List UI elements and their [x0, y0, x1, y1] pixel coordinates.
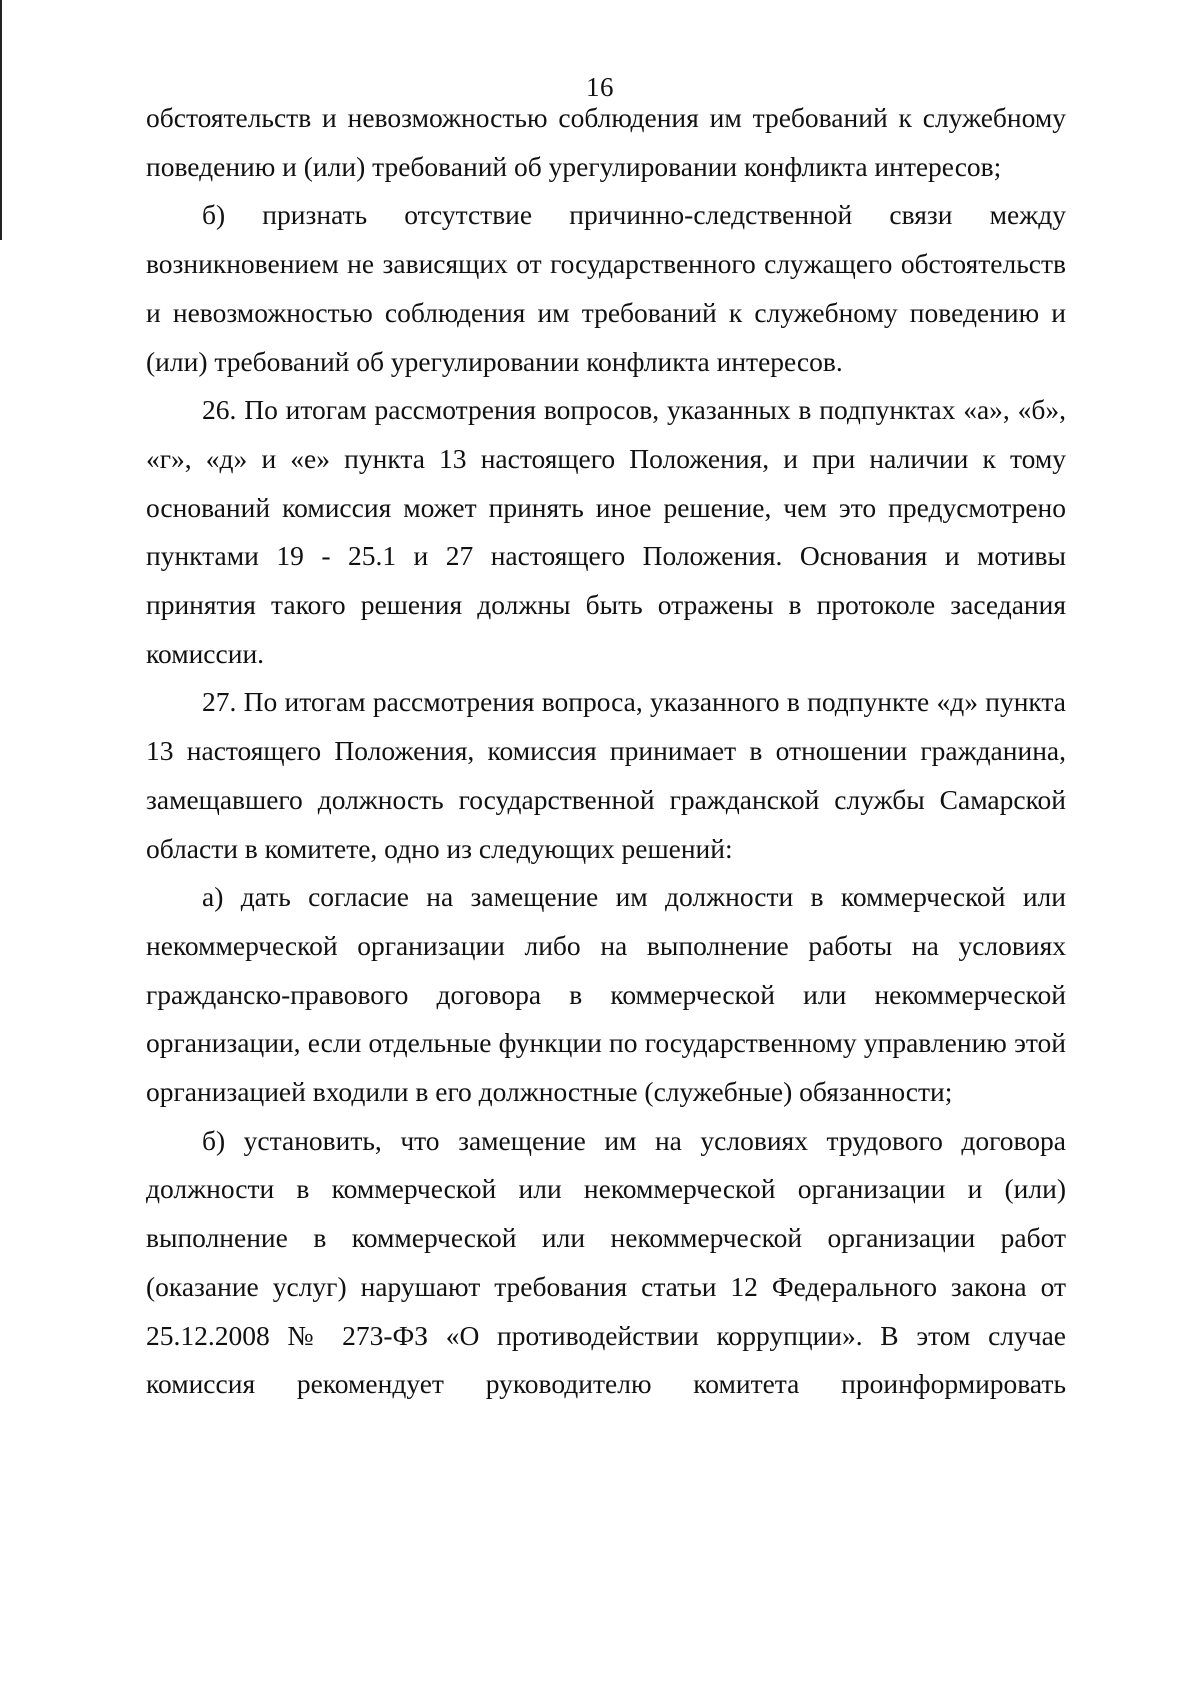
paragraph-subitem-a: а) дать согласие на замещение им должности в коммерческой или некоммерческой организации либо на выполнение работы на условиях гражданско-правового договора в коммерческой или некоммерческой организации, если отдельные функции по государственному управлению этой организацией входили в его должностные (служебные) обязанности; — [146, 881, 1066, 1108]
scan-edge-mark — [0, 0, 2, 240]
page-number: 16 — [586, 72, 614, 102]
paragraph-subitem-b-2: б) установить, что замещение им на условиях трудового договора должности в коммерческой или некоммерческой организации и (или) выполнение в коммерческой или некоммерческой организации работ (оказание услуг) нарушают требования статьи 12 Федерального закона от 25.12.2008 № 273-ФЗ «О противодействии коррупции». В этом случае комиссия рекомендует руководителю комитета проинформировать — [146, 1124, 1066, 1400]
paragraph-item-27: 27. По итогам рассмотрения вопроса, указанного в подпункте «д» пункта 13 настоящего Положения, комиссия принимает в отношении гражданина, замещавшего должность государственной гражданской службы Самарской области в комитете, одно из следующих решений: — [146, 686, 1066, 864]
paragraph-subitem-b: б) признать отсутствие причинно-следственной связи между возникновением не зависящих от государственного служащего обстоятельств и невозможностью соблюдения им требований к служебному поведению и (или) требований об урегулировании конфликта интересов. — [146, 199, 1066, 377]
document-body — [146, 94, 1066, 1409]
paragraph-continuation: обстоятельств и невозможностью соблюдения им требований к служебному поведению и (или) требований об урегулировании конфликта интересов; — [146, 102, 1066, 182]
paragraph-item-26: 26. По итогам рассмотрения вопросов, указанных в подпунктах «а», «б», «г», «д» и «е» пункта 13 настоящего Положения, и при наличии к тому оснований комиссия может принять иное решение, чем это предусмотрено пунктами 19 - 25.1 и 27 настоящего Положения. Основания и мотивы принятия такого решения должны быть отражены в протоколе заседания комиссии. — [146, 394, 1066, 669]
